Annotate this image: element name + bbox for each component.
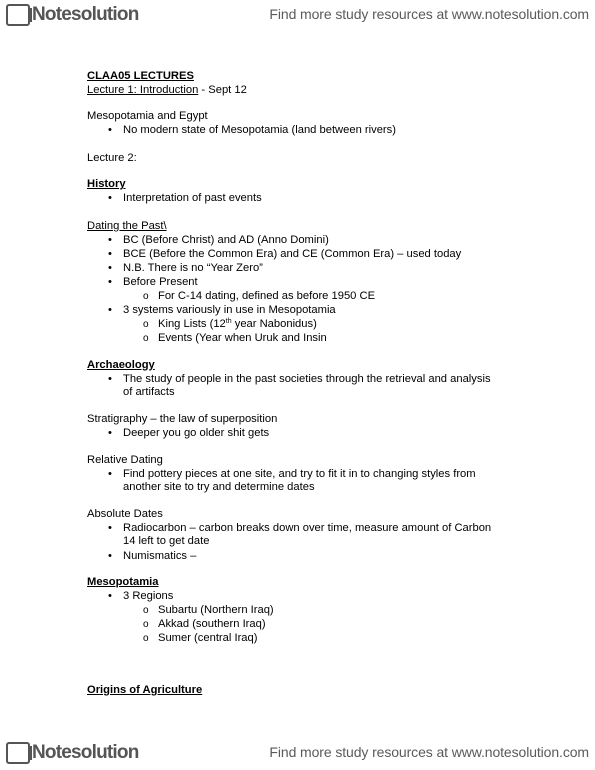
meso-egypt-heading: Mesopotamia and Egypt xyxy=(87,110,208,122)
list-item-text: Before Present xyxy=(123,276,198,288)
list-item-text: The study of people in the past societies through the retrieval and analysis xyxy=(123,373,491,385)
relative-dating-heading: Relative Dating xyxy=(87,454,163,466)
bullet-icon: • xyxy=(108,124,112,136)
mesopotamia-heading: Mesopotamia xyxy=(87,576,159,588)
bullet-icon: • xyxy=(108,248,112,260)
lecture-2-line: Lecture 2: xyxy=(87,152,137,164)
list-item-text-continued: 14 left to get date xyxy=(123,535,210,547)
archaeology-heading: Archaeology xyxy=(87,359,155,371)
sub-list-item-text: Events (Year when Uruk and Insin xyxy=(158,332,327,344)
notesolution-logo-icon xyxy=(6,742,30,764)
lecture-1-date: - Sept 12 xyxy=(198,84,247,96)
sub-list-item-text: Akkad (southern Iraq) xyxy=(158,618,266,630)
sub-list-item-text: Subartu (Northern Iraq) xyxy=(158,604,274,616)
logo-text: Notesolution xyxy=(32,742,139,763)
bullet-icon: • xyxy=(108,262,112,274)
list-item-text: BCE (Before the Common Era) and CE (Common Era) – used today xyxy=(123,248,462,260)
bullet-icon: • xyxy=(108,304,112,316)
bullet-icon: • xyxy=(108,468,112,480)
sub-bullet-icon: o xyxy=(143,619,149,630)
list-item-text: No modern state of Mesopotamia (land between rivers) xyxy=(123,124,396,136)
list-item-text: 3 Regions xyxy=(123,590,174,602)
dating-heading: Dating the Past\ xyxy=(87,220,167,232)
list-item-text: 3 systems variously in use in Mesopotamia xyxy=(123,304,336,316)
sub-bullet-icon: o xyxy=(143,291,149,302)
king-lists-text-end: year Nabonidus) xyxy=(231,318,317,330)
list-item-text-continued: of artifacts xyxy=(123,386,175,398)
list-item-text: Deeper you go older shit gets xyxy=(123,427,270,439)
bullet-icon: • xyxy=(108,427,112,439)
list-item-text: Find pottery pieces at one site, and try to fit it in to changing styles from xyxy=(123,468,476,480)
notesolution-logo[interactable] xyxy=(6,3,139,27)
bullet-icon: • xyxy=(108,590,112,602)
bullet-icon: • xyxy=(108,550,112,562)
list-item-text: Numismatics – xyxy=(123,550,197,562)
tagline-link[interactable]: Find more study resources at www.notesolution.com xyxy=(269,6,589,22)
bullet-icon: • xyxy=(108,373,112,385)
sub-bullet-icon: o xyxy=(143,605,149,616)
stratigraphy-heading: Stratigraphy – the law of superposition xyxy=(87,413,278,425)
absolute-dates-heading: Absolute Dates xyxy=(87,508,163,520)
list-item-text: Interpretation of past events xyxy=(123,192,262,204)
sub-bullet-icon: o xyxy=(143,333,149,344)
sub-list-item-text: Sumer (central Iraq) xyxy=(158,632,258,644)
bottom-banner xyxy=(0,738,595,768)
superscript: th xyxy=(225,318,232,325)
bullet-icon: • xyxy=(108,234,112,246)
bullet-icon: • xyxy=(108,276,112,288)
bullet-icon: • xyxy=(108,192,112,204)
list-item-text-continued: another site to try and determine dates xyxy=(123,481,315,493)
logo-text: Notesolution xyxy=(32,4,139,25)
origins-agriculture-heading: Origins of Agriculture xyxy=(87,684,203,696)
top-banner xyxy=(0,0,595,30)
lecture-1-line xyxy=(87,84,247,97)
doc-title: CLAA05 LECTURES xyxy=(87,70,194,82)
sub-list-item-text: For C-14 dating, defined as before 1950 CE xyxy=(158,290,376,302)
sub-list-item-text xyxy=(158,318,317,331)
notesolution-logo-icon xyxy=(6,4,30,26)
sub-bullet-icon: o xyxy=(143,633,149,644)
list-item-text: Radiocarbon – carbon breaks down over time, measure amount of Carbon xyxy=(123,522,492,534)
list-item-text: BC (Before Christ) and AD (Anno Domini) xyxy=(123,234,329,246)
bullet-icon: • xyxy=(108,522,112,534)
list-item-text: N.B. There is no “Year Zero” xyxy=(123,262,263,274)
sub-bullet-icon: o xyxy=(143,319,149,330)
notesolution-logo[interactable] xyxy=(6,741,139,765)
king-lists-text: King Lists (12 xyxy=(158,318,226,330)
history-heading: History xyxy=(87,178,126,190)
tagline-link[interactable]: Find more study resources at www.notesolution.com xyxy=(269,744,589,760)
lecture-1-link[interactable]: Lecture 1: Introduction xyxy=(87,84,199,96)
